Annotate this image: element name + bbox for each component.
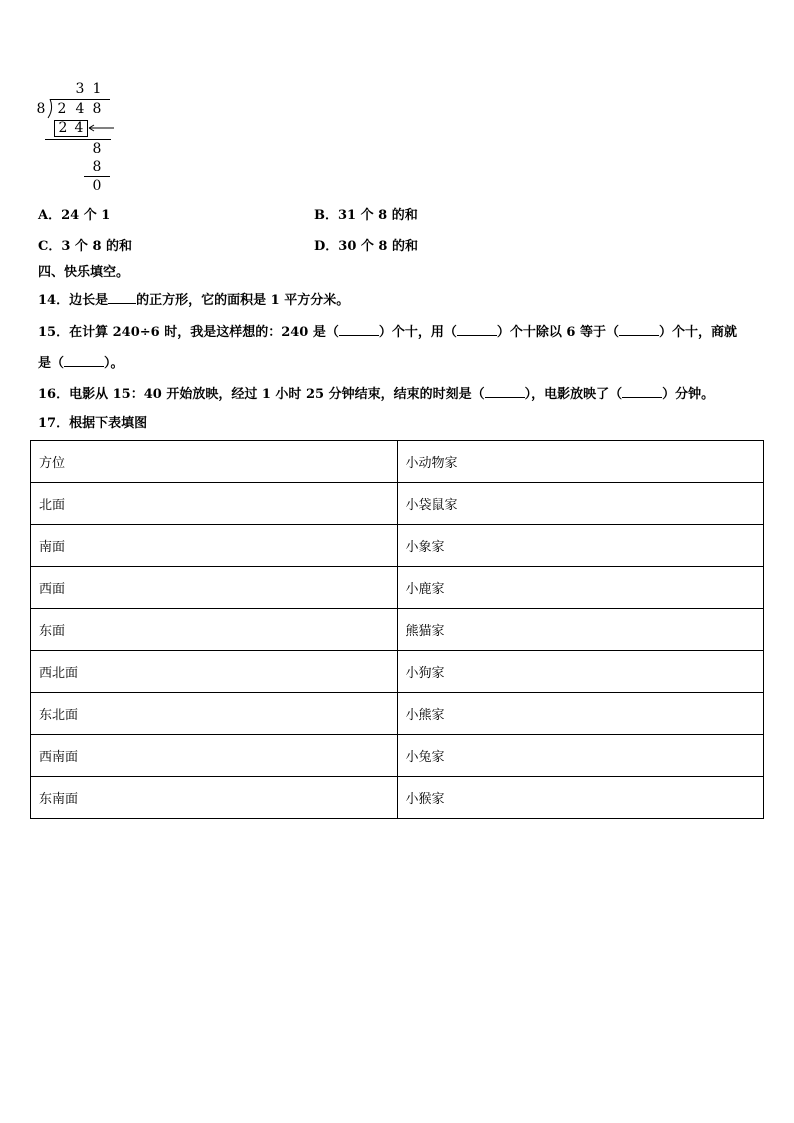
table-row xyxy=(31,693,764,735)
q15-part: ）个十，商就 xyxy=(659,325,738,340)
question-14 xyxy=(38,291,349,309)
direction-cell: 南面 xyxy=(31,525,398,567)
direction-cell: 北面 xyxy=(31,483,398,525)
product-digit: 4 xyxy=(74,120,84,136)
table-row xyxy=(31,525,764,567)
question-15 xyxy=(38,323,737,341)
animal-home-cell: 小鹿家 xyxy=(397,567,764,609)
arrow-left-icon xyxy=(86,122,114,134)
table-row xyxy=(31,735,764,777)
animal-home-cell: 小袋鼠家 xyxy=(397,483,764,525)
q14-suffix: 的正方形，它的面积是 1 平方分米。 xyxy=(136,293,350,308)
animal-home-cell: 小象家 xyxy=(397,525,764,567)
direction-cell: 东南面 xyxy=(31,777,398,819)
table-row xyxy=(31,651,764,693)
animal-home-cell: 小狗家 xyxy=(397,651,764,693)
divisor: 8 xyxy=(36,101,46,117)
direction-cell: 东面 xyxy=(31,609,398,651)
animal-home-cell: 小兔家 xyxy=(397,735,764,777)
table-row xyxy=(31,609,764,651)
answer-blank[interactable] xyxy=(108,291,136,304)
animal-home-cell: 熊猫家 xyxy=(397,609,764,651)
final-remainder: 0 xyxy=(92,178,102,194)
q16-part: 16．电影从 15：40 开始放映，经过 1 小时 25 分钟结束，结束的时刻是（ xyxy=(38,387,485,402)
table-row xyxy=(31,483,764,525)
q16-part: ），电影放映了（ xyxy=(524,387,623,402)
question-17-title: 17．根据下表填图 xyxy=(38,416,148,431)
option-c: C．3 个 8 的和 xyxy=(38,239,133,254)
option-a: A．24 个 1 xyxy=(38,208,111,223)
direction-table xyxy=(30,440,764,819)
division-bracket xyxy=(44,99,56,119)
quotient-digit: 3 xyxy=(75,81,85,97)
table-row xyxy=(31,777,764,819)
subtraction-line xyxy=(84,176,110,177)
q15-part: 15．在计算 240÷6 时，我是这样想的：240 是（ xyxy=(38,325,339,340)
direction-cell: 方位 xyxy=(31,441,398,483)
question-16 xyxy=(38,385,714,403)
q15-part: ）个十除以 6 等于（ xyxy=(496,325,620,340)
division-bar xyxy=(50,99,110,100)
answer-blank[interactable] xyxy=(485,385,525,398)
answer-blank[interactable] xyxy=(339,323,379,336)
question-15-line2 xyxy=(38,354,124,372)
dividend-digit: 8 xyxy=(92,101,102,117)
table-row xyxy=(31,567,764,609)
q15-part: ）。 xyxy=(104,356,124,371)
dividend-digit: 4 xyxy=(75,101,85,117)
remainder-digit: 8 xyxy=(92,141,102,157)
answer-blank[interactable] xyxy=(457,323,497,336)
animal-home-cell: 小熊家 xyxy=(397,693,764,735)
product-digit: 2 xyxy=(58,120,68,136)
animal-home-cell: 小猴家 xyxy=(397,777,764,819)
q15-part: 是（ xyxy=(38,356,65,371)
product-digit: 8 xyxy=(92,159,102,175)
section-title: 四、快乐填空。 xyxy=(38,265,130,280)
q16-part: ）分钟。 xyxy=(662,387,715,402)
direction-cell: 东北面 xyxy=(31,693,398,735)
table-header-row xyxy=(31,441,764,483)
option-d: D．30 个 8 的和 xyxy=(314,239,418,254)
option-b: B．31 个 8 的和 xyxy=(314,208,418,223)
direction-cell: 西南面 xyxy=(31,735,398,777)
answer-blank[interactable] xyxy=(64,354,104,367)
q14-prefix: 14．边长是 xyxy=(38,293,109,308)
direction-cell: 西北面 xyxy=(31,651,398,693)
answer-blank[interactable] xyxy=(622,385,662,398)
q15-part: ）个十，用（ xyxy=(378,325,457,340)
animal-home-cell: 小动物家 xyxy=(397,441,764,483)
quotient-digit: 1 xyxy=(92,81,102,97)
dividend-digit: 2 xyxy=(57,101,67,117)
subtraction-line xyxy=(45,139,111,140)
direction-cell: 西面 xyxy=(31,567,398,609)
answer-blank[interactable] xyxy=(619,323,659,336)
